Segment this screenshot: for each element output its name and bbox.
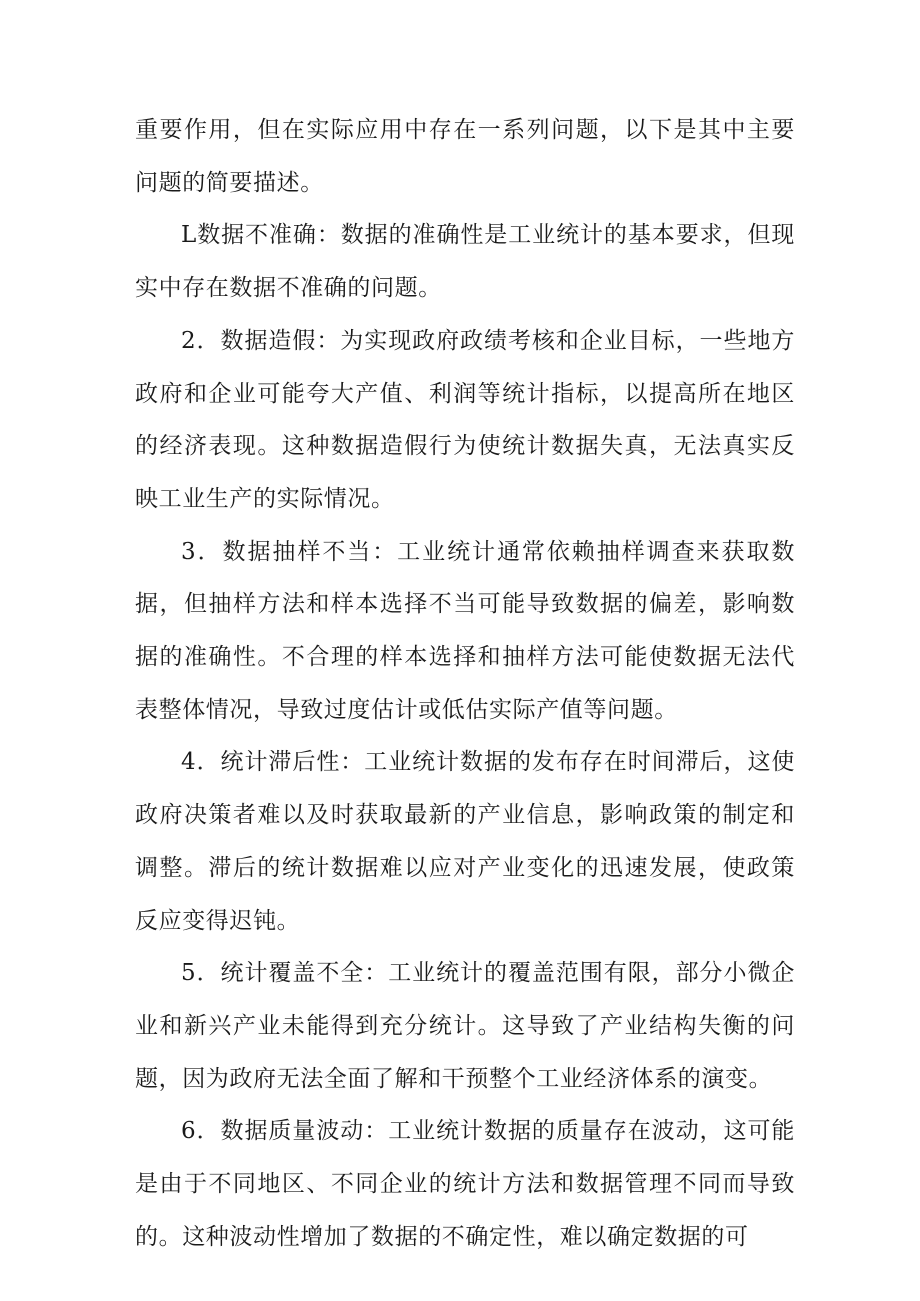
- paragraph-item-4: 4．统计滞后性：工业统计数据的发布存在时间滞后，这使政府决策者难以及时获取最新的产业信息，影响政策的制定和调整。滞后的统计数据难以应对产业变化的迅速发展，使政策反应变得迟钝。: [135, 749, 795, 934]
- paragraph-item-6: 6．数据质量波动：工业统计数据的质量存在波动，这可能是由于不同地区、不同企业的统计方法和数据管理不同而导致的。这种波动性增加了数据的不确定性，难以确定数据的可: [135, 1118, 795, 1250]
- paragraph-item-5: 5．统计覆盖不全：工业统计的覆盖范围有限，部分小微企业和新兴产业未能得到充分统计。这导致了产业结构失衡的问题，因为政府无法全面了解和干预整个工业经济体系的演变。: [135, 960, 795, 1092]
- paragraph-item-1: L数据不准确：数据的准确性是工业统计的基本要求，但现实中存在数据不准确的问题。: [135, 222, 795, 302]
- paragraph-intro: 重要作用，但在实际应用中存在一系列问题，以下是其中主要问题的简要描述。: [135, 117, 795, 196]
- paragraph-item-3: 3．数据抽样不当：工业统计通常依赖抽样调查来获取数据，但抽样方法和样本选择不当可能导致数据的偏差，影响数据的准确性。不合理的样本选择和抽样方法可能使数据无法代表整体情况，导致过度估计或低估实际产值等问题。: [135, 538, 795, 723]
- paragraph-item-2: 2．数据造假：为实现政府政绩考核和企业目标，一些地方政府和企业可能夸大产值、利润等统计指标，以提高所在地区的经济表现。这种数据造假行为使统计数据失真，无法真实反映工业生产的实际情况。: [135, 327, 795, 512]
- document-body: [135, 104, 795, 1263]
